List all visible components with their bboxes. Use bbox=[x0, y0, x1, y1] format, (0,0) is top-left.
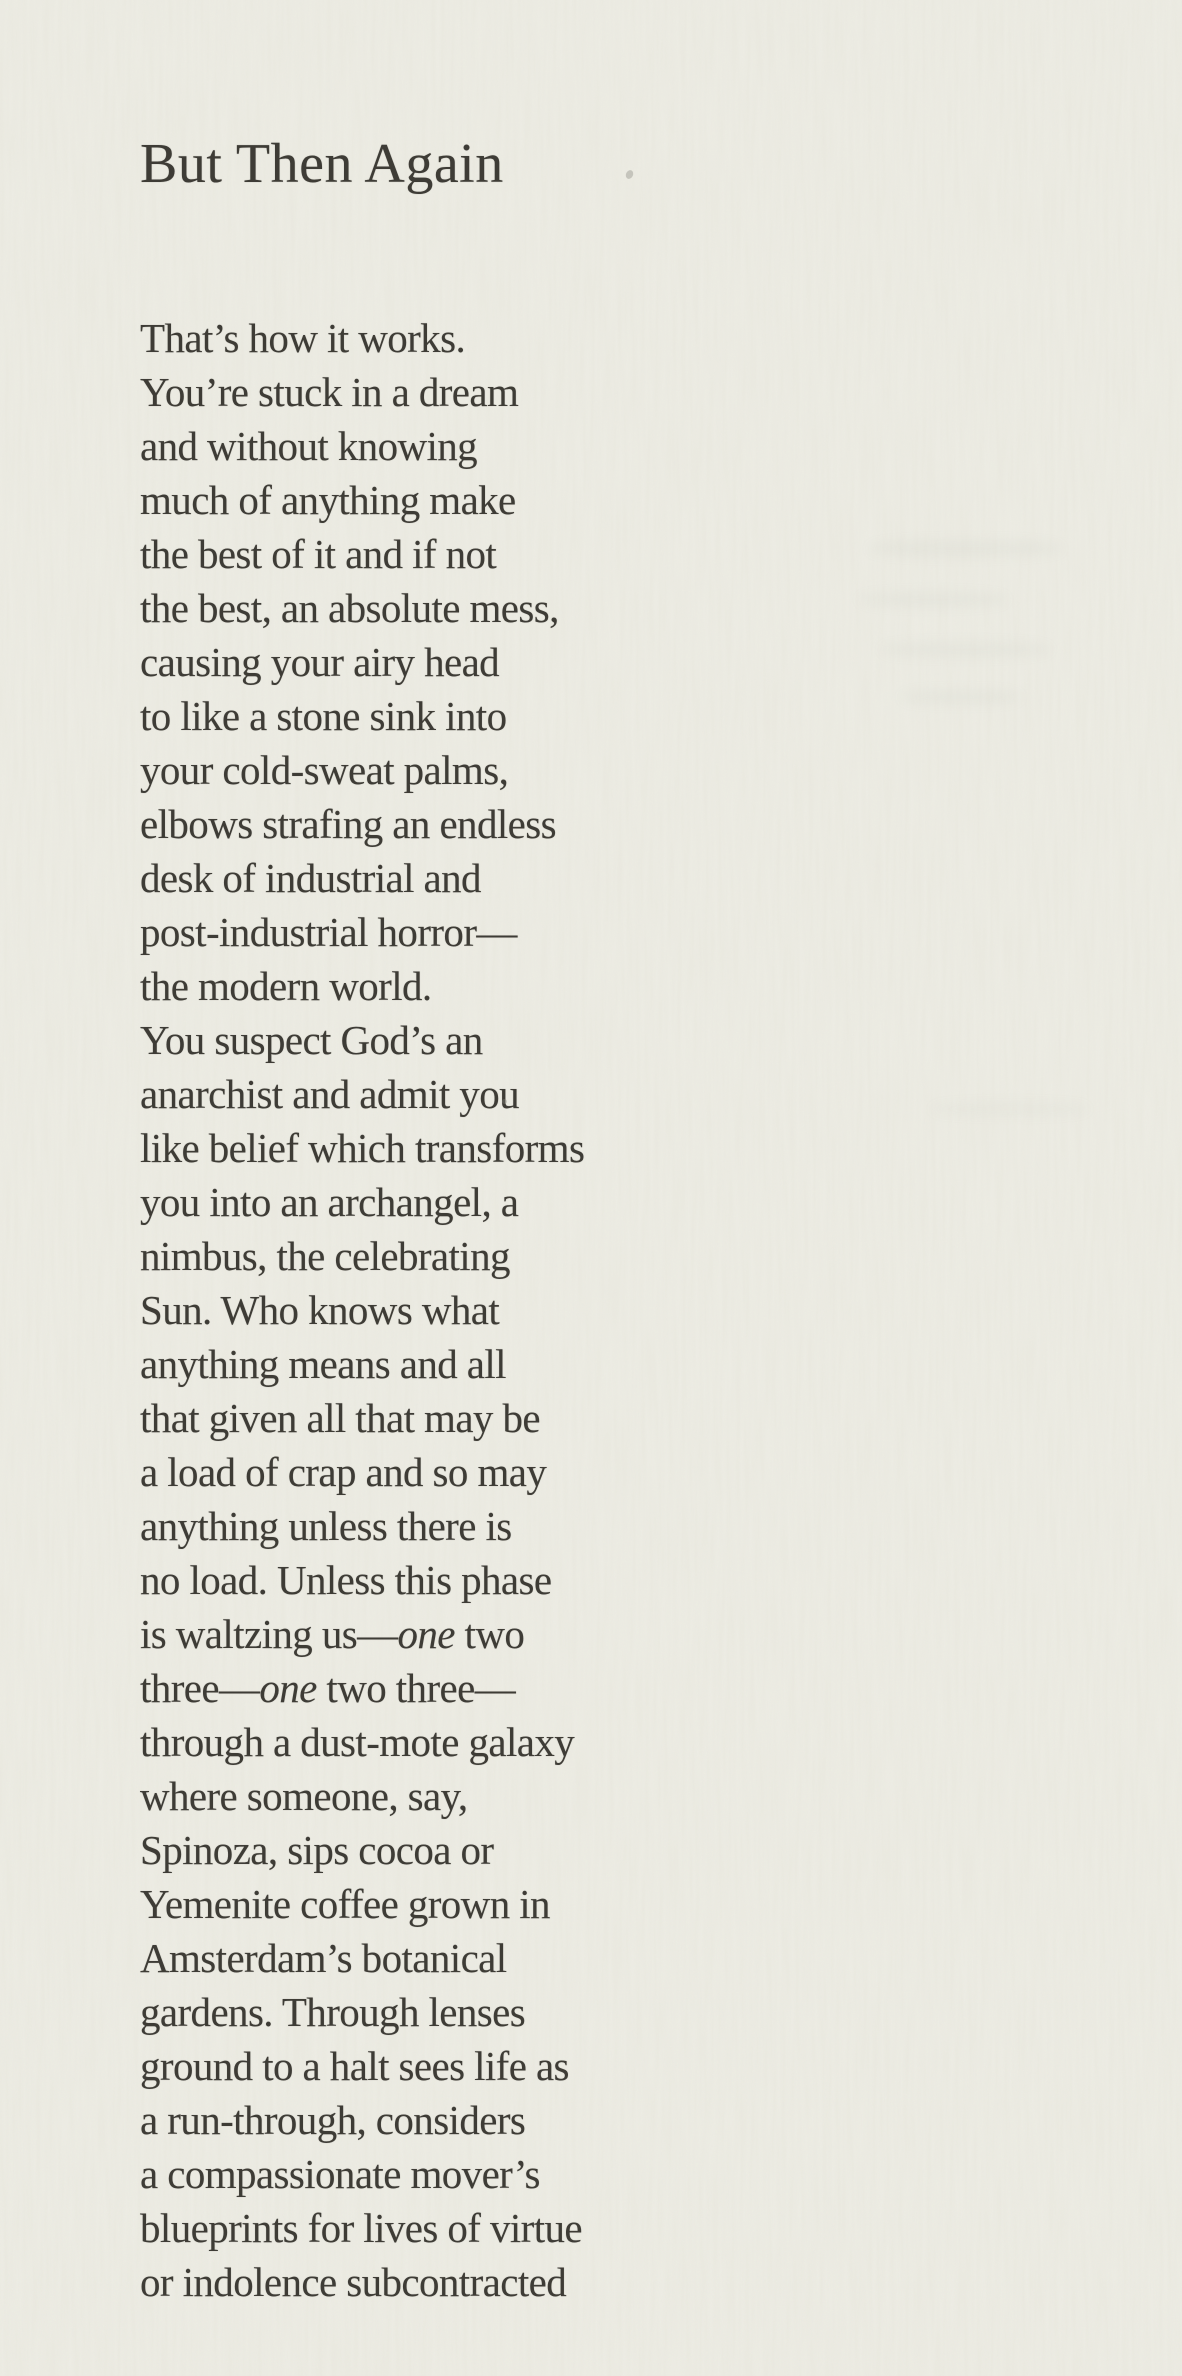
ink-smudge bbox=[880, 642, 1052, 657]
poem-text: elbows strafing an endless bbox=[140, 801, 556, 847]
poem-line bbox=[140, 365, 584, 419]
poem-line bbox=[140, 1877, 584, 1931]
poem-text: where someone, say, bbox=[140, 1773, 468, 1819]
poem-line bbox=[140, 1283, 584, 1337]
poem-line bbox=[140, 1607, 584, 1661]
poem-text: Sun. Who knows what bbox=[140, 1287, 500, 1333]
poem-line bbox=[140, 1499, 584, 1553]
poem-title: But Then Again bbox=[140, 133, 504, 195]
poem-line bbox=[140, 581, 584, 635]
ink-smudge bbox=[858, 592, 1008, 607]
poem-text: like belief which transforms bbox=[140, 1125, 585, 1171]
poem-text: Spinoza, sips cocoa or bbox=[140, 1827, 494, 1873]
poem-line bbox=[140, 1337, 584, 1391]
poem-text: or indolence subcontracted bbox=[140, 2259, 567, 2305]
italic-word: one bbox=[397, 1611, 455, 1657]
poem-text: to like a stone sink into bbox=[140, 693, 507, 739]
poem-text: Amsterdam’s botanical bbox=[140, 1935, 507, 1981]
poem-text: causing your airy head bbox=[140, 639, 500, 685]
poem-line bbox=[140, 1661, 584, 1715]
italic-word: one bbox=[259, 1665, 317, 1711]
poem-text: is waltzing us— bbox=[140, 1611, 398, 1657]
poem-line bbox=[140, 311, 584, 365]
poem-line bbox=[140, 1985, 584, 2039]
poem-line bbox=[140, 797, 584, 851]
poem-line bbox=[140, 419, 584, 473]
poem-line bbox=[140, 1931, 584, 1985]
poem-line bbox=[140, 851, 584, 905]
poem-text: desk of industrial and bbox=[140, 855, 481, 901]
poem-text: Yemenite coffee grown in bbox=[140, 1881, 550, 1927]
poem-line bbox=[140, 1121, 584, 1175]
poem-line bbox=[140, 473, 584, 527]
poem-text: ground to a halt sees life as bbox=[140, 2043, 569, 2089]
poem-text: two three— bbox=[316, 1665, 516, 1711]
poem-line bbox=[140, 1715, 584, 1769]
poem-text: a compassionate mover’s bbox=[140, 2151, 540, 2197]
poem-line bbox=[140, 635, 584, 689]
poem-line bbox=[140, 1769, 584, 1823]
ink-smudge bbox=[930, 1102, 1090, 1116]
poem-text: anarchist and admit you bbox=[140, 1071, 520, 1117]
poem-line bbox=[140, 2039, 584, 2093]
poem-line bbox=[140, 959, 584, 1013]
poem-text: a load of crap and so may bbox=[140, 1449, 547, 1495]
poem-text: and without knowing bbox=[140, 423, 478, 469]
poem-text: anything unless there is bbox=[140, 1503, 512, 1549]
poem-line bbox=[140, 527, 584, 581]
poem-text: your cold-sweat palms, bbox=[140, 747, 509, 793]
poem-line bbox=[140, 1175, 584, 1229]
poem-text: the best of it and if not bbox=[140, 531, 497, 577]
poem-text: three— bbox=[140, 1665, 260, 1711]
poem-line bbox=[140, 905, 584, 959]
poem-line bbox=[140, 743, 584, 797]
poem-text: blueprints for lives of virtue bbox=[140, 2205, 583, 2251]
ink-smudge bbox=[868, 540, 1063, 557]
poem-text: gardens. Through lenses bbox=[140, 1989, 526, 2035]
print-speck bbox=[624, 169, 634, 180]
poem-line bbox=[140, 1067, 584, 1121]
poem-line bbox=[140, 2093, 584, 2147]
poem-line bbox=[140, 1445, 584, 1499]
poem-text: that given all that may be bbox=[140, 1395, 540, 1441]
poem-text: You suspect God’s an bbox=[140, 1017, 483, 1063]
poem-text: you into an archangel, a bbox=[140, 1179, 519, 1225]
poem-text: That’s how it works. bbox=[140, 315, 466, 361]
poem-line bbox=[140, 1823, 584, 1877]
poem-text: nimbus, the celebrating bbox=[140, 1233, 510, 1279]
poem-text: through a dust-mote galaxy bbox=[140, 1719, 575, 1765]
poem-line bbox=[140, 2201, 584, 2255]
poem-text: You’re stuck in a dream bbox=[140, 369, 519, 415]
poem-line bbox=[140, 2255, 584, 2309]
poem-text: the best, an absolute mess, bbox=[140, 585, 559, 631]
poem-text: the modern world. bbox=[140, 963, 432, 1009]
poem-text: much of anything make bbox=[140, 477, 516, 523]
poem-text: two bbox=[454, 1611, 525, 1657]
poem-line bbox=[140, 1013, 584, 1067]
poem-text: no load. Unless this phase bbox=[140, 1557, 552, 1603]
poem-text: anything means and all bbox=[140, 1341, 506, 1387]
poem-line bbox=[140, 1553, 584, 1607]
poem-line bbox=[140, 1391, 584, 1445]
poem-text: a run-through, considers bbox=[140, 2097, 526, 2143]
poem-body bbox=[140, 311, 584, 2309]
poem-line bbox=[140, 2147, 584, 2201]
poem-line bbox=[140, 1229, 584, 1283]
poem-line bbox=[140, 689, 584, 743]
ink-smudge bbox=[900, 690, 1022, 704]
poem-text: post-industrial horror— bbox=[140, 909, 517, 955]
